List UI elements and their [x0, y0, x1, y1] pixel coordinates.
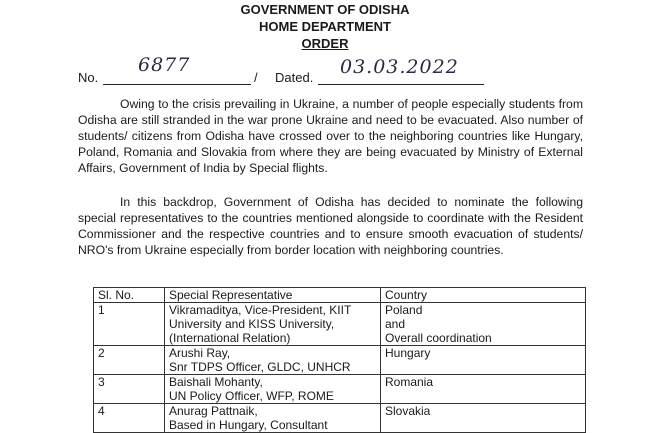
department-heading: HOME DEPARTMENT	[259, 19, 391, 34]
cell-country	[381, 303, 586, 346]
paragraph-crisis	[78, 96, 583, 176]
rep-line: Snr TDPS Officer, GLDC, UNHCR	[169, 360, 351, 374]
order-number-label: No.	[78, 70, 99, 85]
cell-country	[381, 346, 586, 375]
table-header-row	[94, 288, 586, 303]
rep-line: Baishali Mohanty,	[169, 375, 263, 389]
rep-line: Arushi Ray,	[169, 346, 231, 360]
order-number-value: 6877	[138, 54, 191, 76]
cell-sl: 3	[94, 375, 165, 404]
dated-value: 03.03.2022	[340, 56, 459, 78]
representatives-table	[93, 287, 586, 433]
country-line: Poland	[385, 303, 423, 317]
order-number-underline	[103, 58, 251, 85]
rep-line: UN Policy Officer, WFP, ROME	[169, 389, 334, 403]
rep-line: Anurag Pattnaik,	[169, 404, 258, 418]
order-heading: ORDER	[301, 36, 349, 51]
header-sl-no: Sl. No.	[94, 288, 165, 303]
cell-sl: 4	[94, 404, 165, 433]
order-number-slash: /	[254, 70, 258, 85]
cell-representative	[165, 404, 381, 433]
paragraph-backdrop	[78, 194, 583, 258]
rep-line: Vikramaditya, Vice-President, KIIT	[169, 303, 352, 317]
reference-row	[78, 54, 618, 88]
cell-country	[381, 375, 586, 404]
country-line: Slovakia	[385, 404, 431, 418]
dated-underline	[318, 58, 484, 85]
header-representative: Special Representative	[165, 288, 381, 303]
cell-sl: 2	[94, 346, 165, 375]
paragraph-crisis-text: Owing to the crisis prevailing in Ukraine, a number of people especially students from Odisha are still stranded in the war prone Ukraine and need to be evacuated. Also number of students/ citizens from Odisha have crossed over to the neighboring countries like Hungary, Poland, Romania and Slovakia from where they are being evacuated by Ministry of External Affairs, Government of India by Special flights.	[78, 97, 583, 175]
cell-representative	[165, 346, 381, 375]
country-line: Overall coordination	[385, 331, 492, 345]
cell-sl: 1	[94, 303, 165, 346]
dated-label: Dated.	[275, 70, 314, 85]
table-row	[94, 404, 586, 433]
header-country: Country	[381, 288, 586, 303]
rep-line: Based in Hungary, Consultant	[169, 418, 328, 432]
cell-representative	[165, 375, 381, 404]
table-row	[94, 346, 586, 375]
rep-line: University and KISS University,	[169, 317, 335, 331]
cell-country	[381, 404, 586, 433]
govt-heading: GOVERNMENT OF ODISHA	[240, 2, 410, 17]
table-row	[94, 375, 586, 404]
country-line: Hungary	[385, 346, 431, 360]
cell-representative	[165, 303, 381, 346]
country-line: Romania	[385, 375, 434, 389]
paragraph-backdrop-text: In this backdrop, Government of Odisha has decided to nominate the following special representatives to the countries mentioned alongside to coordinate with the Resident Commissioner and the respective countries and to ensure smooth evacuation of students/ NRO's from Ukraine especially from border location with neighboring countries.	[78, 195, 583, 257]
table-row	[94, 303, 586, 346]
country-line: and	[385, 317, 406, 331]
rep-line: (International Relation)	[169, 331, 291, 345]
